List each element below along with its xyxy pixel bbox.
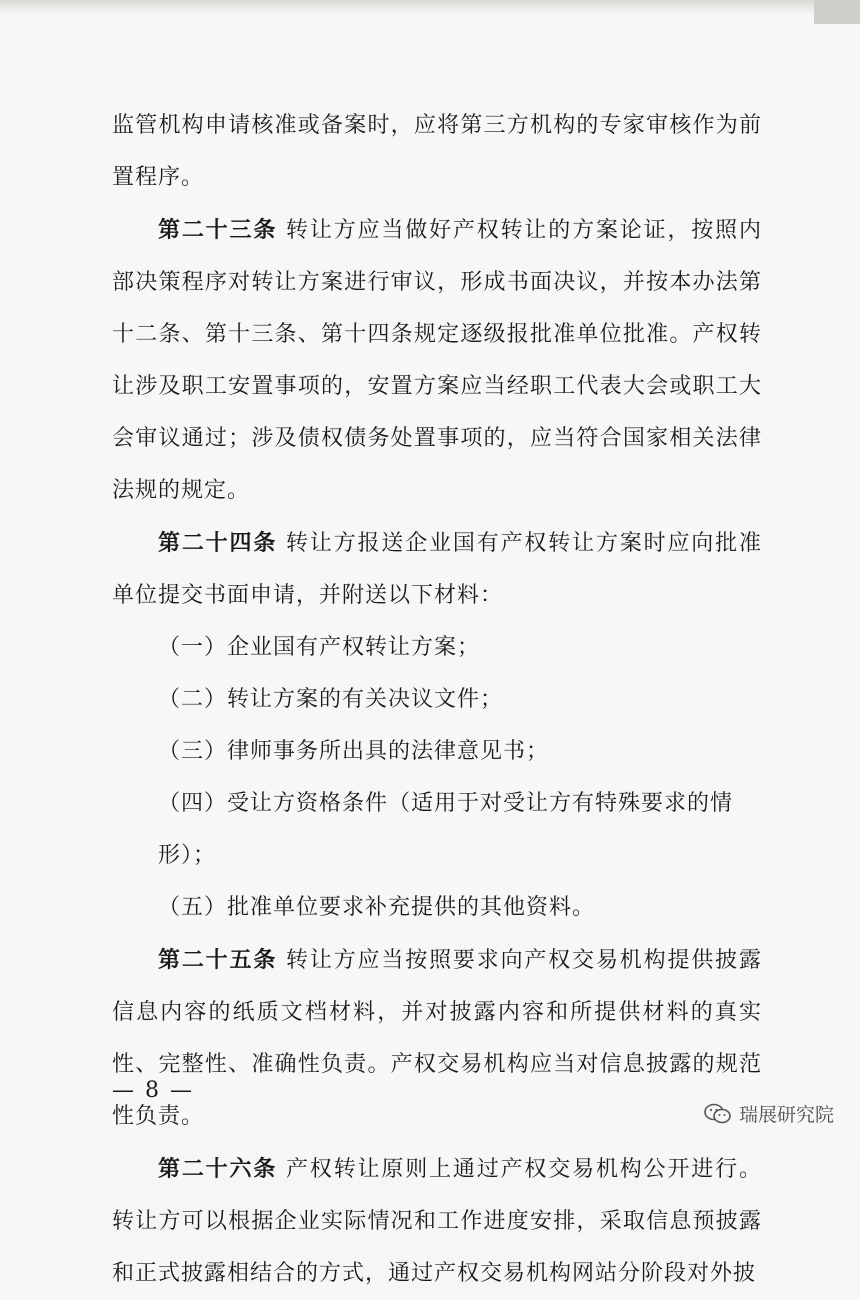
list-item: （二）转让方案的有关决议文件； [158, 687, 504, 712]
wechat-icon [703, 1102, 733, 1126]
article-23 [112, 204, 762, 517]
article-heading: 第二十六条 [158, 1156, 278, 1182]
scan-corner-mark [814, 0, 860, 24]
article-text: 产权转让原则上通过产权交易机构公开进行。转让方可以根据企业实际情况和工作进度安排，采取信息预披露和正式披露相结合的方式，通过产权交易机构网站分阶段对外披 [112, 1157, 762, 1286]
article-heading: 第二十五条 [158, 947, 278, 973]
watermark-text: 瑞展研究院 [738, 1104, 834, 1126]
article-text: 转让方应当做好产权转让的方案论证，按照内部决策程序对转让方案进行审议，形成书面决议，并按本办法第十二条、第十三条、第十四条规定逐级报批准单位批准。产权转让涉及职工安置事项的，安置方案应当经职工代表大会或职工大会审议通过；涉及债权债务处置事项的，应当符合国家相关法律法规的规定。 [112, 218, 762, 503]
list-item: （一）企业国有产权转让方案； [158, 635, 481, 660]
article-24 [112, 517, 762, 622]
article-text: 转让方报送企业国有产权转让方案时应向批准单位提交书面申请，并附送以下材料： [112, 531, 762, 608]
list-item: （三）律师事务所出具的法律意见书； [158, 739, 550, 764]
paragraph-continuation: 监管机构申请核准或备案时，应将第三方机构的专家审核作为前置程序。 [112, 113, 762, 190]
article-heading: 第二十四条 [158, 530, 278, 556]
article-26 [112, 1143, 762, 1300]
list-item: （五）批准单位要求补充提供的其他资料。 [158, 895, 596, 920]
scan-edge-shadow [0, 0, 860, 14]
list-item: （四）受让方资格条件（适用于对受让方有特殊要求的情形）； [158, 791, 734, 868]
article-25 [112, 934, 762, 1143]
article-text: 转让方应当按照要求向产权交易机构提供披露信息内容的纸质文档材料，并对披露内容和所提供材料的真实性、完整性、准确性负责。产权交易机构应当对信息披露的规范性负责。 [112, 948, 762, 1129]
document-body [112, 100, 762, 1300]
page-number: — 8 — [112, 1078, 194, 1103]
article-heading: 第二十三条 [158, 217, 278, 243]
source-watermark [703, 1100, 834, 1127]
